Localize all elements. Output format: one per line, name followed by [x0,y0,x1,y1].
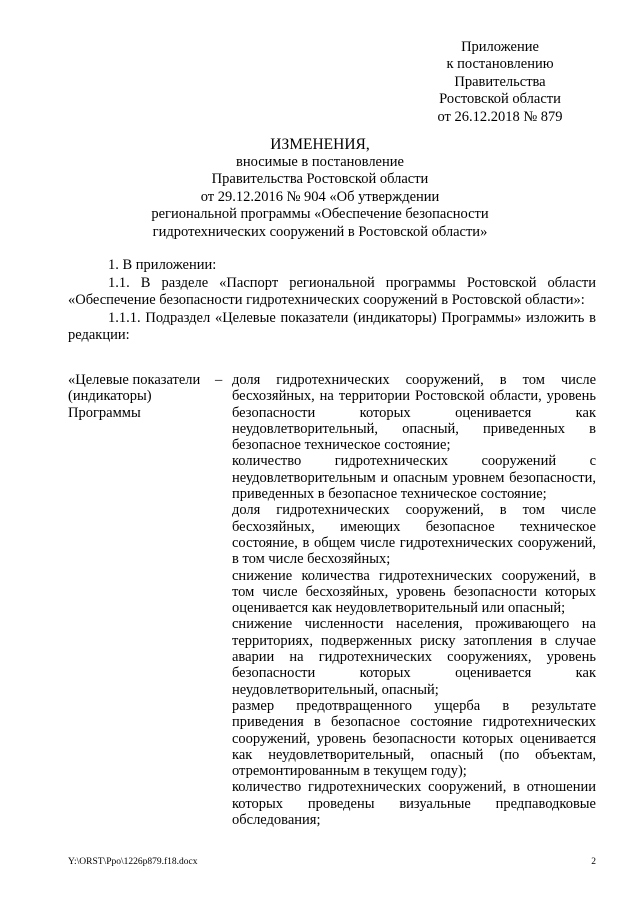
indicator-item: размер предотвращенного ущерба в результате приведения в безопасное состояние гидротехнических сооружений, уровень безопасности которых оценивается как неудовлетворительный, опасный (по объектам, отремонтированным в текущем году); [232,697,596,780]
heading-line: региональной программы «Обеспечение безопасности [151,206,489,223]
appendix-line: от 26.12.2018 № 879 [437,108,563,125]
indicator-item: количество гидротехнических сооружений, в отношении которых проведены визуальные предпаводковые обследования; [232,779,596,829]
document-heading [100,136,540,242]
file-path: Y:\ORST\Ppo\1226p879.f18.docx [68,857,198,867]
indicators-label: «Целевые показатели (индикаторы) Программы [68,372,201,421]
indicators-dash: – [215,372,223,388]
page-number: 2 [591,857,596,867]
appendix-line: к постановлению [446,56,554,73]
body-paragraph: 1.1.1. Подраздел «Целевые показатели (индикаторы) Программы» изложить в редакции: [68,309,596,344]
indicator-item: доля гидротехнических сооружений, в том числе бесхозяйных, на территории Ростовской области, уровень безопасности которых оценивается как неудовлетворительный, опасный, приведенных в безопасное техническое состояние; [232,372,596,454]
heading-title: ИЗМЕНЕНИЯ, [270,136,370,153]
indicator-item: снижение численности населения, проживающего на территориях, подверженных риску затопления в случае аварии на гидротехнических сооружениях, уровень безопасности которых оценивается как неудовлетворительный, опасный; [232,616,596,698]
body-paragraph: 1.1. В разделе «Паспорт региональной программы Ростовской области «Обеспечение безопасности гидротехнических сооружений в Ростовской области»: [68,274,596,309]
body-text [68,257,596,345]
indicator-item: снижение количества гидротехнических сооружений, в том числе бесхозяйных, уровень безопасности которых оценивается как неудовлетворительный или опасный; [232,567,596,617]
appendix-line: Ростовской области [439,91,561,108]
appendix-block [400,39,600,126]
heading-line: от 29.12.2016 № 904 «Об утверждении [200,188,440,205]
heading-line: Правительства Ростовской области [211,171,429,188]
appendix-line: Приложение [461,39,539,55]
indicator-item: количество гидротехнических сооружений с неудовлетворительным и опасным уровнем безопасности, приведенных в безопасное техническое состояние; [232,453,596,503]
indicators-list [232,372,596,828]
appendix-line: Правительства [454,73,546,90]
body-paragraph: 1. В приложении: [108,257,217,273]
indicator-item: доля гидротехнических сооружений, в том числе бесхозяйных, имеющих безопасное техническое состояние, в общем числе гидротехнических сооружений, в том числе бесхозяйных; [232,502,596,568]
heading-line: вносимые в постановление [236,153,404,170]
heading-line: гидротехнических сооружений в Ростовской области» [152,223,488,240]
